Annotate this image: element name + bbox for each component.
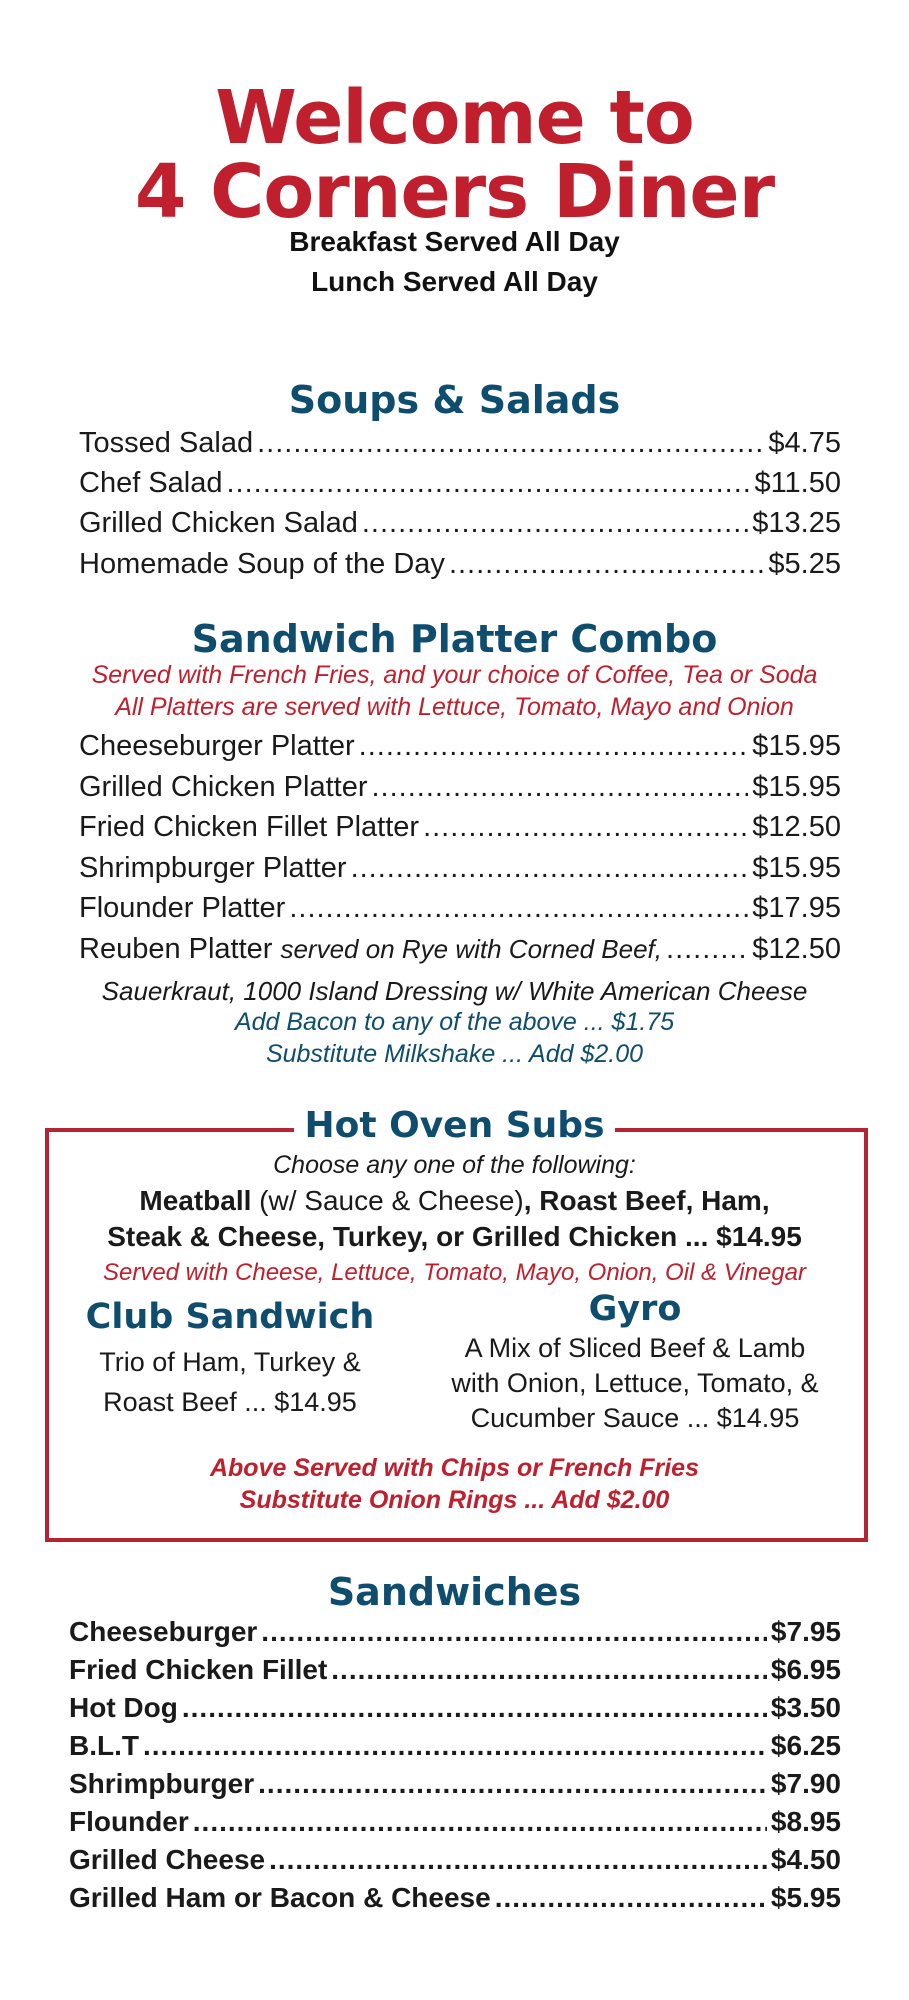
subtitle-lunch: Lunch Served All Day [311, 266, 598, 297]
menu-row [79, 892, 841, 925]
item-price: $4.75 [768, 427, 841, 459]
menu-row [79, 467, 841, 500]
menu-row [69, 1654, 841, 1686]
item-name: Flounder Platter [79, 892, 286, 924]
hot-oven-subs-heading: Hot Oven Subs [294, 1105, 614, 1146]
subs-meatball-note: (w/ Sauce & Cheese) [251, 1185, 524, 1216]
menu-row [79, 427, 841, 460]
item-price: $5.25 [768, 548, 841, 580]
item-price: $11.50 [754, 467, 841, 499]
gyro-line-1: A Mix of Sliced Beef & Lamb [464, 1333, 806, 1363]
item-name: Grilled Chicken Platter [79, 771, 368, 803]
subs-line-1 [0, 1185, 909, 1217]
item-name: Cheeseburger [69, 1616, 258, 1647]
item-name: Shrimpburger [69, 1768, 255, 1799]
menu-row [79, 811, 841, 844]
hot-oven-subs-heading-wrap [0, 1105, 909, 1146]
item-name: Grilled Chicken Salad [79, 507, 358, 539]
item-price: $6.95 [770, 1654, 841, 1685]
item-price: $7.90 [770, 1768, 841, 1799]
item-name: Homemade Soup of the Day [79, 548, 445, 580]
item-price: $12.50 [752, 811, 841, 843]
item-price: $17.95 [752, 892, 841, 924]
menu-row [69, 1730, 841, 1762]
reuben-continuation: Sauerkraut, 1000 Island Dressing w/ White American Cheese [101, 976, 808, 1006]
menu-row [79, 548, 841, 581]
menu-row [79, 933, 841, 966]
item-name: Shrimpburger Platter [79, 852, 347, 884]
item-detail: served on Rye with Corned Beef, [280, 934, 663, 964]
title-line-2: 4 Corners Diner [134, 149, 775, 235]
menu-row [69, 1844, 841, 1876]
addon-bacon: Add Bacon to any of the above ... $1.75 [234, 1008, 675, 1036]
item-name: Hot Dog [69, 1692, 178, 1723]
club-line-1: Trio of Ham, Turkey & [99, 1347, 361, 1377]
item-price: $5.95 [770, 1882, 841, 1913]
item-price: $12.50 [752, 933, 841, 965]
title-line-1: Welcome to [215, 75, 694, 161]
subs-meatball: Meatball [139, 1185, 252, 1216]
item-name: Fried Chicken Fillet [69, 1654, 328, 1685]
item-price: $13.25 [752, 507, 841, 539]
item-price: $8.95 [770, 1806, 841, 1837]
sandwiches-heading: Sandwiches [327, 1570, 582, 1614]
item-name: B.L.T [69, 1730, 139, 1761]
item-name: Cheeseburger Platter [79, 730, 355, 762]
club-line-2: Roast Beef ... $14.95 [103, 1387, 357, 1417]
subs-line-2: Steak & Cheese, Turkey, or Grilled Chicken ... $14.95 [107, 1221, 802, 1252]
menu-row [69, 1768, 841, 1800]
gyro-heading: Gyro [588, 1289, 682, 1329]
menu-row [69, 1616, 841, 1648]
addon-milkshake: Substitute Milkshake ... Add $2.00 [265, 1040, 644, 1068]
item-price: $6.25 [770, 1730, 841, 1761]
subs-line-1-rest: , Roast Beef, Ham, [523, 1185, 770, 1216]
gyro-line-2: with Onion, Lettuce, Tomato, & [451, 1368, 819, 1398]
item-name: Flounder [69, 1806, 189, 1837]
menu-row [69, 1692, 841, 1724]
menu-row [79, 507, 841, 540]
item-price: $3.50 [770, 1692, 841, 1723]
item-price: $15.95 [752, 730, 841, 762]
gyro-line-3: Cucumber Sauce ... $14.95 [470, 1403, 800, 1433]
item-name: Fried Chicken Fillet Platter [79, 811, 420, 843]
platter-combo-heading: Sandwich Platter Combo [191, 617, 718, 661]
subtitle-breakfast: Breakfast Served All Day [289, 226, 620, 257]
platter-note-1: Served with French Fries, and your choice of Coffee, Tea or Soda [91, 661, 818, 689]
item-name: Grilled Ham or Bacon & Cheese [69, 1882, 491, 1913]
item-price: $15.95 [752, 771, 841, 803]
item-name: Tossed Salad [79, 427, 254, 459]
subs-footer-2: Substitute Onion Rings ... Add $2.00 [239, 1486, 670, 1514]
item-price: $7.95 [770, 1616, 841, 1647]
subs-footer-1: Above Served with Chips or French Fries [209, 1454, 699, 1482]
menu-row [79, 771, 841, 804]
subs-choose: Choose any one of the following: [273, 1151, 636, 1179]
soups-salads-heading: Soups & Salads [288, 378, 621, 422]
menu-row [69, 1882, 841, 1914]
menu-row [79, 730, 841, 763]
item-name: Chef Salad [79, 467, 223, 499]
menu-row [79, 852, 841, 885]
club-sandwich-heading: Club Sandwich [85, 1297, 375, 1337]
platter-note-2: All Platters are served with Lettuce, Tomato, Mayo and Onion [115, 693, 794, 721]
item-price: $4.50 [770, 1844, 841, 1875]
item-name: Grilled Cheese [69, 1844, 266, 1875]
menu-row [69, 1806, 841, 1838]
subs-served-with: Served with Cheese, Lettuce, Tomato, Mayo, Onion, Oil & Vinegar [102, 1259, 807, 1286]
item-name: Reuben Platter [79, 933, 273, 965]
item-price: $15.95 [752, 852, 841, 884]
